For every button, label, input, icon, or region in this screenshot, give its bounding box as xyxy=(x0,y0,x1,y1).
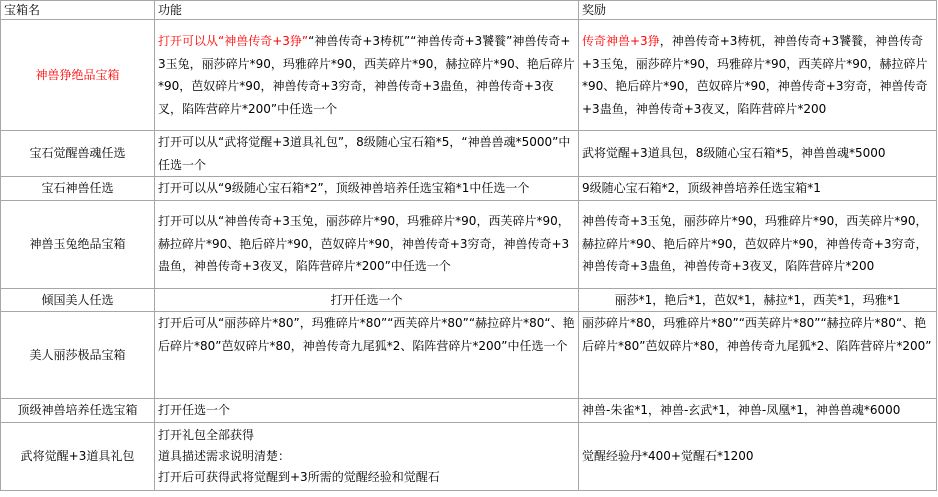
row-name: 倾国美人任选 xyxy=(1,288,155,312)
table-row xyxy=(1,177,937,201)
row-function xyxy=(155,20,579,131)
row-name: 神兽玉兔绝品宝箱 xyxy=(1,200,155,288)
function-line: 打开礼包全部获得 xyxy=(158,427,255,442)
row-function: 打开任选一个 xyxy=(155,399,579,423)
reward-text: ，神兽传奇+3梼杌，神兽传奇+3饕餮，神兽传奇+3玉兔，丽莎碎片*90，玛雅碎片*90，西芙碎片*90，赫拉碎片*90、艳后碎片*90，芭奴碎片*90，神兽传奇+3穷奇，神兽传奇+3蛊鱼，神兽传奇+3夜叉，陷阵营碎片*200 xyxy=(582,34,928,116)
table-row xyxy=(1,200,937,288)
row-reward xyxy=(579,20,937,131)
table-row xyxy=(1,399,937,423)
row-function: 打开可以从“9级随心宝石箱*2”，顶级神兽培养任选宝箱*1中任选一个 xyxy=(155,177,579,201)
row-function: 打开任选一个 xyxy=(155,288,579,312)
row-name: 武将觉醒+3道具礼包 xyxy=(1,422,155,490)
row-reward: 神兽-朱雀*1，神兽-玄武*1，神兽-凤凰*1，神兽兽魂*6000 xyxy=(579,399,937,423)
function-line: 打开后可获得武将觉醒到+3所需的觉醒经验和觉醒石 xyxy=(158,469,440,484)
row-function: 打开可以从“神兽传奇+3玉兔，丽莎碎片*90，玛雅碎片*90，西芙碎片*90，赫拉碎片*90、艳后碎片*90，芭奴碎片*90，神兽传奇+3穷奇，神兽传奇+3蛊鱼，神兽传奇+3夜叉，陷阵营碎片*200”中任选一个 xyxy=(155,200,579,288)
row-reward: 丽莎碎片*80，玛雅碎片*80”“西芙碎片*80”“赫拉碎片*80“、艳后碎片*80”芭奴碎片*80，神兽传奇九尾狐*2、陷阵营碎片*200” xyxy=(579,312,937,399)
table-row xyxy=(1,288,937,312)
table-header-row xyxy=(1,1,937,20)
row-reward: 丽莎*1，艳后*1，芭奴*1，赫拉*1，西芙*1，玛雅*1 xyxy=(579,288,937,312)
row-name: 宝石神兽任选 xyxy=(1,177,155,201)
function-line: 道具描述需求说明清楚： xyxy=(158,448,291,463)
highlight-text: 传奇神兽+3狰 xyxy=(582,34,660,48)
row-name: 顶级神兽培养任选宝箱 xyxy=(1,399,155,423)
header-function: 功能 xyxy=(155,1,579,20)
table-row xyxy=(1,131,937,177)
row-name: 美人丽莎极品宝箱 xyxy=(1,312,155,399)
row-name: 神兽狰绝品宝箱 xyxy=(1,20,155,131)
row-function: 打开可以从“武将觉醒+3道具礼包”，8级随心宝石箱*5，“神兽兽魂*5000”中任选一个 xyxy=(155,131,579,177)
table-row xyxy=(1,312,937,399)
row-reward: 神兽传奇+3玉兔，丽莎碎片*90，玛雅碎片*90，西芙碎片*90，赫拉碎片*90、艳后碎片*90，芭奴碎片*90，神兽传奇+3穷奇，神兽传奇+3蛊鱼，神兽传奇+3夜叉，陷阵营碎片*200 xyxy=(579,200,937,288)
header-box-name: 宝箱名 xyxy=(1,1,155,20)
highlight-text: 打开可以从“神兽传奇+3狰” xyxy=(158,34,309,48)
row-name: 宝石觉醒兽魂任选 xyxy=(1,131,155,177)
table-row xyxy=(1,20,937,131)
function-text: “神兽传奇+3梼杌”“神兽传奇+3饕餮”神兽传奇+3玉兔，丽莎碎片*90，玛雅碎片*90，西芙碎片*90，赫拉碎片*90、艳后碎片*90，芭奴碎片*90，神兽传奇+3穷奇，神兽传奇+3蛊鱼，神兽传奇+3夜叉，陷阵营碎片*200”中任选一个 xyxy=(158,34,575,116)
row-reward: 觉醒经验丹*400+觉醒石*1200 xyxy=(579,422,937,490)
row-function: 打开后可从“丽莎碎片*80”，玛雅碎片*80”“西芙碎片*80”“赫拉碎片*80“、艳后碎片*80”芭奴碎片*80，神兽传奇九尾狐*2、陷阵营碎片*200”中任选一个 xyxy=(155,312,579,399)
row-reward: 武将觉醒+3道具包，8级随心宝石箱*5，神兽兽魂*5000 xyxy=(579,131,937,177)
row-function xyxy=(155,422,579,490)
table-row xyxy=(1,422,937,490)
header-reward: 奖励 xyxy=(579,1,937,20)
row-reward: 9级随心宝石箱*2，顶级神兽培养任选宝箱*1 xyxy=(579,177,937,201)
